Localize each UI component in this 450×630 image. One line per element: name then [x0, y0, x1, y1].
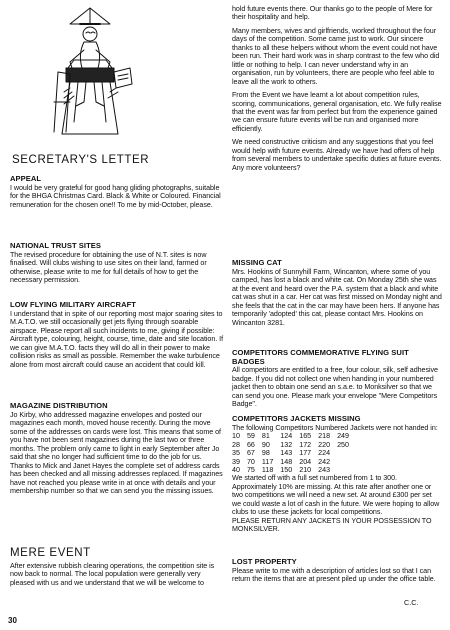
- mere-event-heading: MERE EVENT: [10, 547, 91, 559]
- jacket-number-cell: 28: [232, 440, 240, 449]
- jacket-number-cell: 218: [318, 432, 331, 441]
- jackets-number-row: [232, 432, 356, 440]
- jackets-number-table: [232, 432, 356, 474]
- jacket-number-cell: 39: [232, 457, 240, 466]
- secretary-typewriter-illustration: [40, 2, 140, 142]
- jackets-number-row: [232, 449, 356, 457]
- jacket-number-cell: [337, 466, 356, 474]
- missing-cat-body: Mrs. Hookins of Sunnyhill Farm, Wincanton, where some of you camped, has lost a black and white cat. On Monday 25th she was at the event and heard over the P.A. system that a black and white cat was shut in a car. Her cat was first missed on Monday night and she feels that the cat in the car may have been hers. If anyone has temporarily 'adopted' this cat, please contact Mrs. Hookins on Wincanton 3281.: [232, 268, 442, 327]
- jackets-number-row: [232, 458, 356, 466]
- jacket-number-cell: 90: [261, 440, 270, 449]
- jackets-number-row: [232, 441, 356, 449]
- suit-badges-section: [232, 349, 442, 408]
- jacket-number-cell: 59: [246, 432, 255, 441]
- jacket-number-cell: [337, 458, 356, 466]
- jacket-number-cell: 220: [318, 440, 331, 449]
- low-flying-body: I understand that in spite of our reporting most major soaring sites to M.A.T.O. we still occasionally get jets flying through soarable airspace. Please report all such incidents to me, giving if possible: Aircraft type, colouring, height, course, time, date and site location. If we can give M.A.T.O. facts they will do all in their power to make collision risks as small as possible. Remember the wake turbulence alone from most aircraft could cause an accident that could kill.: [10, 310, 224, 369]
- missing-cat-heading: MISSING CAT: [232, 258, 282, 267]
- appeal-section: [10, 174, 223, 209]
- magazine-section: [10, 401, 223, 496]
- national-trust-section: [10, 241, 223, 285]
- lost-property-section: [232, 557, 442, 584]
- jackets-section: [232, 414, 442, 534]
- suit-badges-heading: COMPETITORS COMMEMORATIVE FLYING SUIT BADGES: [232, 348, 409, 366]
- jacket-number-cell: 242: [318, 457, 331, 466]
- jacket-number-cell: 210: [299, 466, 312, 475]
- jacket-number-cell: 172: [299, 440, 312, 449]
- jackets-heading: COMPETITORS JACKETS MISSING: [232, 414, 361, 423]
- appeal-heading: APPEAL: [10, 174, 42, 183]
- jacket-number-cell: 177: [299, 449, 312, 458]
- jackets-intro: The following Competitors Numbered Jackets were not handed in:: [232, 424, 438, 432]
- jacket-number-cell: 40: [232, 466, 240, 475]
- jackets-number-row: [232, 466, 356, 474]
- jacket-number-cell: 118: [261, 466, 274, 475]
- jacket-number-cell: 70: [246, 457, 255, 466]
- jacket-number-cell: 165: [299, 432, 312, 441]
- signoff: C.C.: [404, 598, 419, 607]
- jacket-number-cell: 204: [299, 457, 312, 466]
- jackets-return-notice: PLEASE RETURN ANY JACKETS IN YOUR POSSESSION TO MONKSILVER.: [232, 516, 432, 534]
- mere-continued-4: We need constructive criticism and any suggestions that you feel would help with future events. Already we have had offers of help from several members to undertake specific duties at future events. Any more volunteers?: [232, 138, 442, 172]
- jacket-number-cell: 124: [280, 432, 293, 441]
- appeal-body: I would be very grateful for good hang gliding photographs, suitable for the BHGA Christmas Card. Black & White or Coloured. Financial remuneration for the chosen one!! To me by mid-October, please.: [10, 184, 221, 209]
- secretary-letter-title: SECRETARY'S LETTER: [12, 154, 150, 166]
- jacket-number-cell: 98: [261, 449, 270, 458]
- jacket-number-cell: 35: [232, 449, 240, 458]
- jacket-number-cell: 75: [246, 466, 255, 475]
- mere-continued-1: hold future events there. Our thanks go to the people of Mere for their hospitality and help.: [232, 5, 433, 22]
- low-flying-section: [10, 300, 223, 369]
- jacket-number-cell: 117: [261, 457, 274, 466]
- lost-property-body: Please write to me with a description of articles lost so that I can return the items that are at present piled up under the office table.: [232, 567, 436, 584]
- jacket-number-cell: 81: [261, 432, 270, 441]
- national-trust-heading: NATIONAL TRUST SITES: [10, 241, 102, 250]
- jackets-body: We started off with a full set numbered from 1 to 300. Approximately 10% are missing. At this rate after another one or two competitions we will need a new set. At around £300 per set we could waste a lot of cash in the future. We were hoping to allow clubs to use these jackets for local competitions.: [232, 474, 440, 517]
- jacket-number-cell: 250: [337, 440, 349, 449]
- jacket-number-cell: 243: [318, 466, 331, 475]
- mere-event-body: After extensive rubbish clearing operations, the competition site is now back to normal. The local population were generally very pleased with us and we understand that we will be welcome to: [10, 562, 215, 587]
- lost-property-heading: LOST PROPERTY: [232, 557, 297, 566]
- jacket-number-cell: 150: [280, 466, 293, 475]
- jacket-number-cell: 249: [337, 432, 349, 441]
- jacket-number-cell: 67: [246, 449, 255, 458]
- magazine-body: Jo Kirby, who addressed magazine envelopes and posted our magazines each month, moved house recently. During the move some of the addresses on cards were lost. This means that some of you have not been sent magazines during the last two or three months. The problem only came to light in early September after Jo said that she no longer had sufficient time to do the job for us. Thanks to Mick and Janet Hayes the complete set of address cards has been checked and all missing addresses replaced. If magazines have not reached you please write in at once with details and your membership number so that we can send you the missing issues.: [10, 411, 223, 496]
- jacket-number-cell: [337, 449, 356, 457]
- low-flying-heading: LOW FLYING MILITARY AIRCRAFT: [10, 300, 136, 309]
- jacket-number-cell: 224: [318, 449, 331, 458]
- suit-badges-body: All competitors are entitled to a free, four colour, silk, self adhesive badge. If you did not collect one when handing in your numbered jacket then to obtain one send an s.a.e. to Monksilver so that we can send you one. Please mark your envelope "Mere Competitors Badge".: [232, 366, 438, 408]
- mere-continued-2: Many members, wives and girlfriends, worked throughout the four days of the competition. Some came just to work. Our sincere thanks to all these helpers without whom the event could not have been run. Their hard work was in sharp contrast to the few who did little or nothing to help. I can never understand why in an organisation, run by volunteers, there are people who feel able to leave all the work to others.: [232, 26, 440, 86]
- mere-event-section: [10, 546, 223, 587]
- jacket-number-cell: 132: [280, 440, 293, 449]
- jacket-number-cell: 10: [232, 432, 240, 441]
- national-trust-body: The revised procedure for obtaining the use of N.T. sites is now finalised. Will clubs wishing to use sites on their land, farmed or otherwise, please write to me for full details of how to get the necessary permission.: [10, 251, 207, 285]
- jacket-number-cell: 66: [246, 440, 255, 449]
- jacket-number-cell: 143: [280, 449, 293, 458]
- missing-cat-section: [232, 258, 442, 327]
- jacket-number-cell: 148: [280, 457, 293, 466]
- page-number: 30: [8, 616, 17, 625]
- mere-continued-3: From the Event we have learnt a lot about competition rules, scoring, communications, general organisation, etc. We fully realise that the event was far from perfect but from the experience gained we can ensure future events will be run and organised more efficiently.: [232, 91, 442, 133]
- magazine-heading: MAGAZINE DISTRIBUTION: [10, 401, 108, 410]
